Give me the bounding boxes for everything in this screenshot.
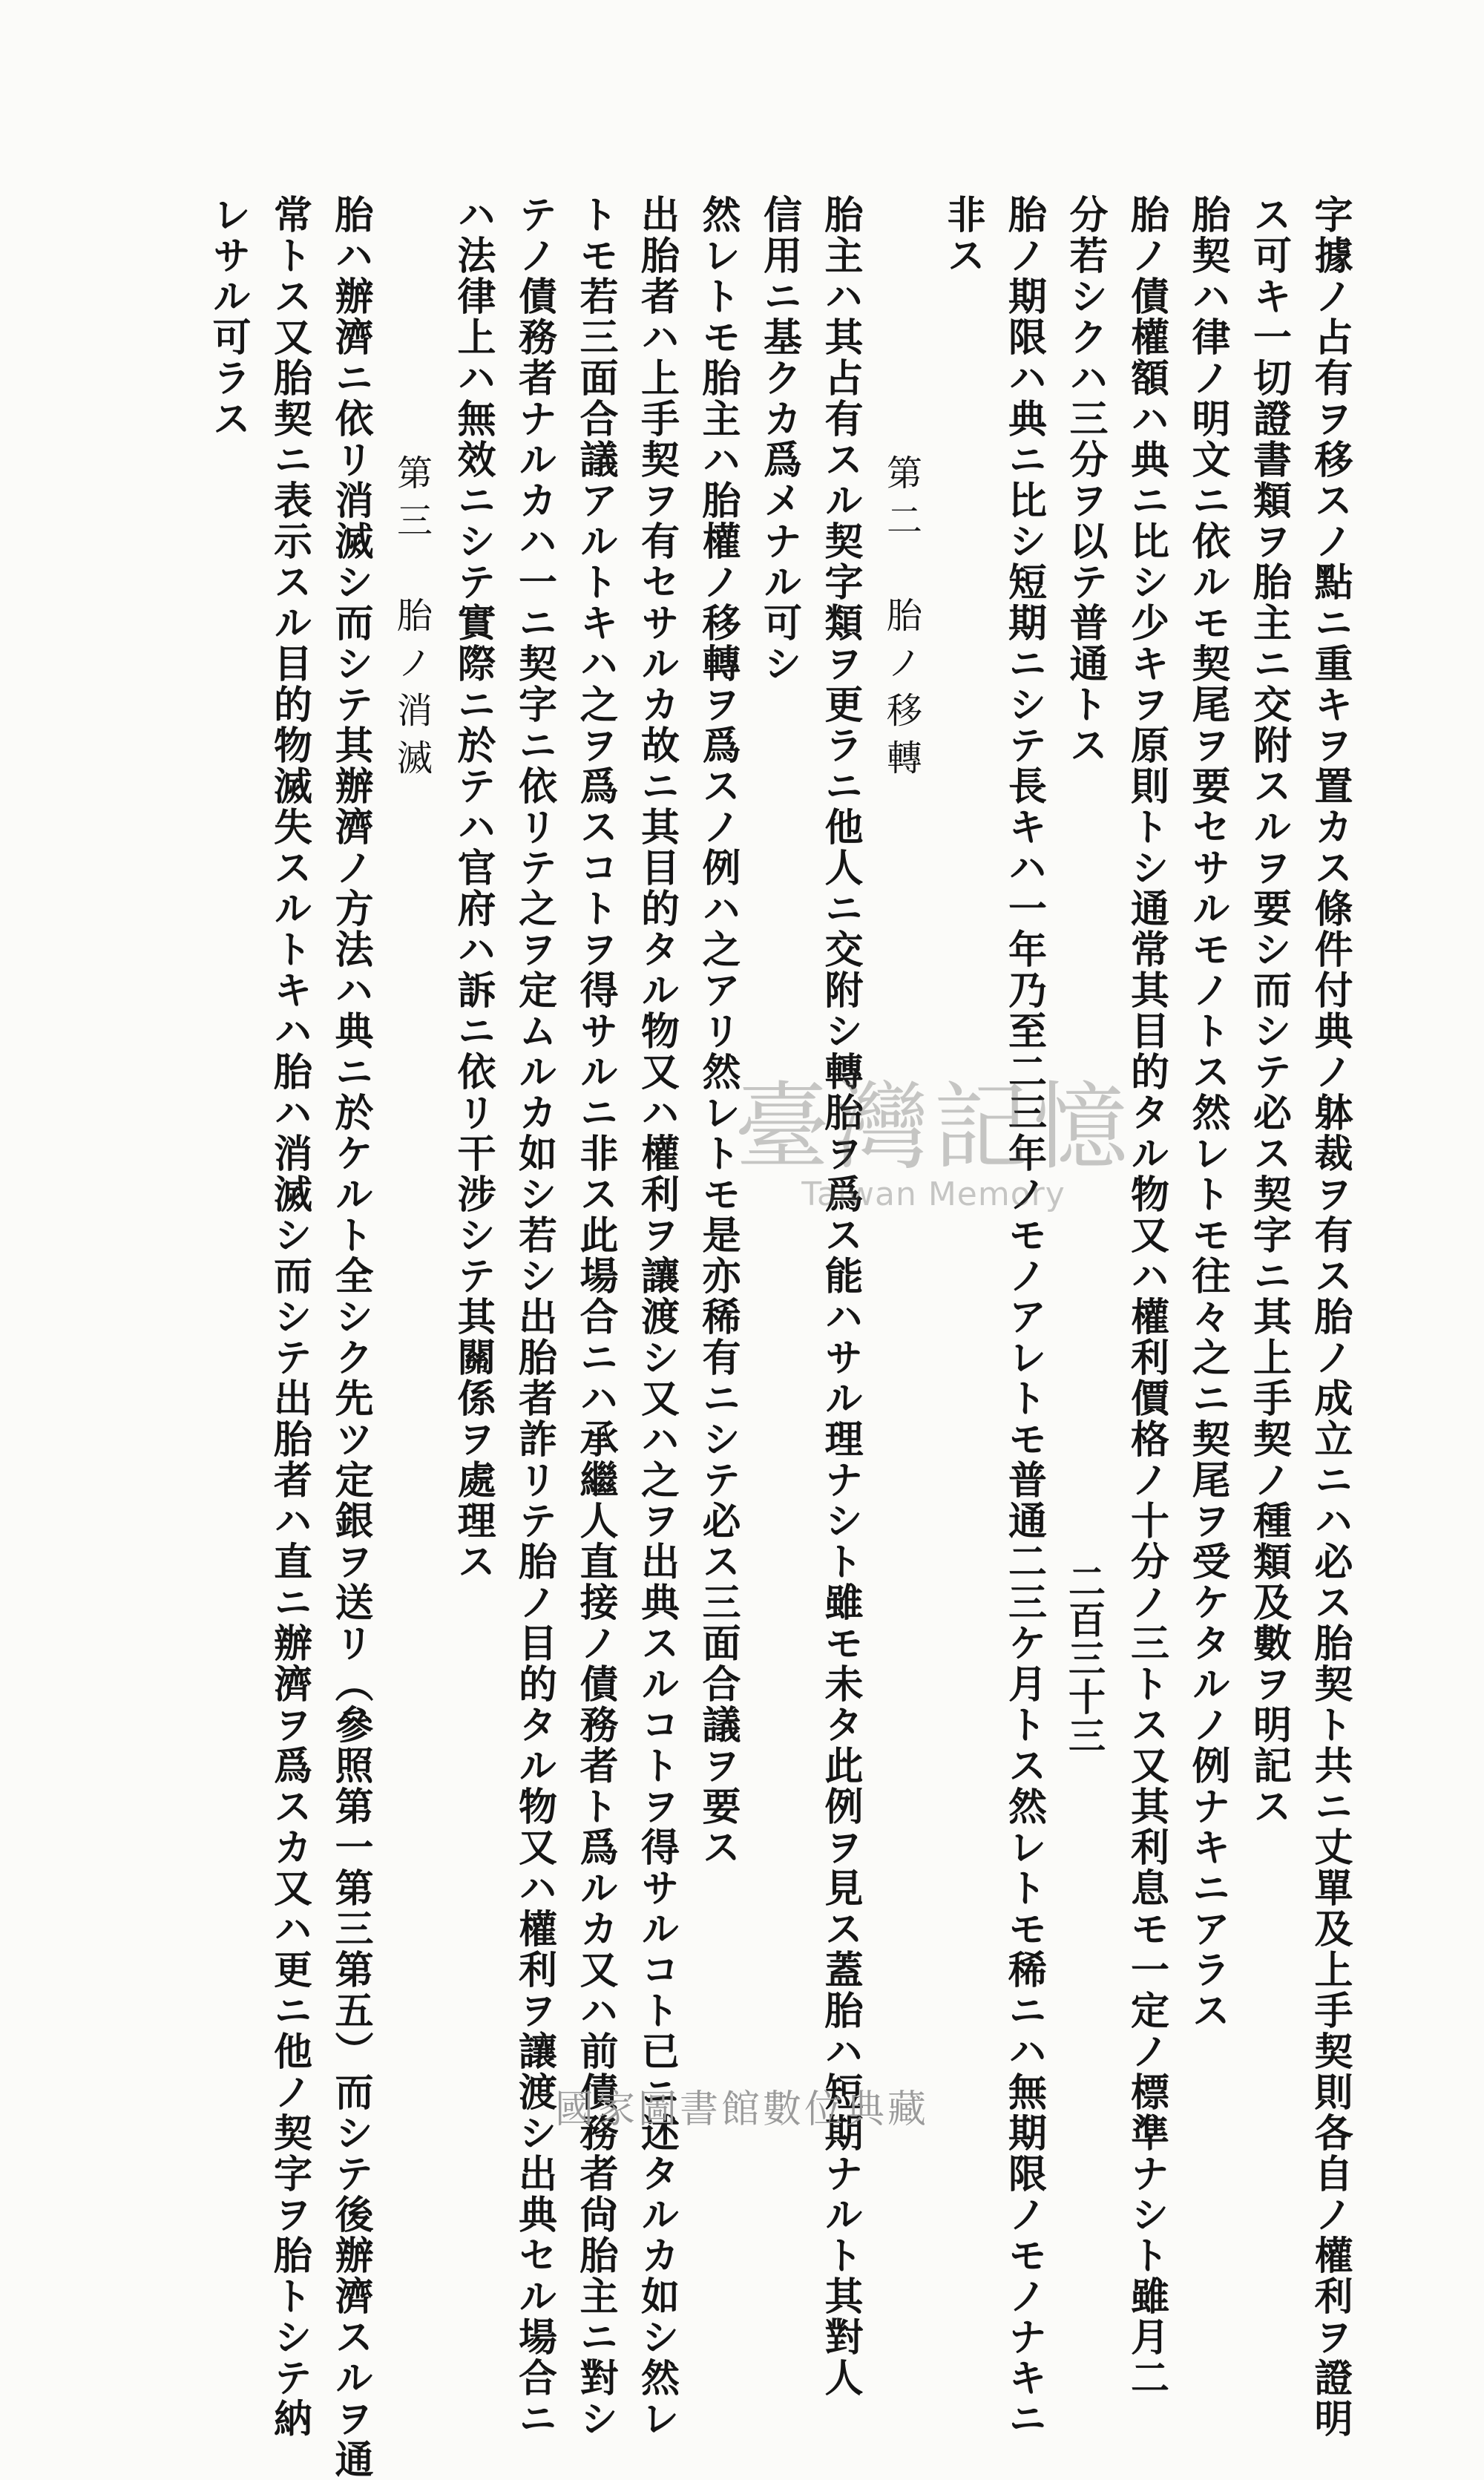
watermark-subtitle: Taiwan Memory <box>801 1175 1066 1213</box>
text-column: トモ若三面合議アルトキハ之ヲ爲スコトヲ得サルニ非ス此場合ニハ承繼人直接ノ債務者ト爲ルカ又ハ前債務者尙胎主ニ對シ <box>573 194 618 2439</box>
text-column: 胎主ハ其占有スル契字類ヲ更ラニ他人ニ交附シ轉胎ヲ爲ス能ハサル理ナシト雖モ未タ此例ヲ見ス蓋胎ハ短期ナルト其對人 <box>818 194 863 2398</box>
text-column: ス可キ一切證書類ヲ胎主ニ交附スルヲ要シ而シテ必ス契字ニ其上手契ノ種類及數ヲ明記ス <box>1246 194 1292 1827</box>
section-heading: 第三 胎ノ消滅 <box>390 454 433 787</box>
text-column: 信用ニ基クカ爲メナル可シ <box>756 194 802 684</box>
watermark <box>735 1072 1133 1213</box>
text-column: 胎ハ辦濟ニ依リ消滅シ而シテ其辦濟ノ方法ハ典ニ於ケルト全シク先ツ定銀ヲ送リ（參照第一第三第五）而シテ後辦濟スルヲ通 <box>328 194 373 2480</box>
text-column: 胎ノ債權額ハ典ニ比シ少キヲ原則トシ通常其目的タル物又ハ權利價格ノ十分ノ三トス又其利息モ一定ノ標準ナシト雖月二 <box>1123 194 1169 2398</box>
text-column: ハ法律上ハ無效ニシテ實際ニ於テハ官府ハ訴ニ依リ干涉シテ其關係ヲ處理ス <box>450 194 496 1582</box>
text-column: 分若シクハ三分ヲ以テ普通トス <box>1063 194 1108 766</box>
text-column: 胎契ハ律ノ明文ニ依ルモ契尾ヲ要セサルモノトス然レトモ往々之ニ契尾ヲ受ケタルノ例ナキニアラス <box>1185 194 1230 2031</box>
text-column: 常トス又胎契ニ表示スル目的物滅失スルトキハ胎ハ消滅シ而シテ出胎者ハ直ニ辦濟ヲ爲スカ又ハ更ニ他ノ契字ヲ胎トシテ納 <box>266 194 312 2439</box>
text-column: 然レトモ胎主ハ胎權ノ移轉ヲ爲スノ例ハ之アリ然レトモ是亦稀有ニシテ必ス三面合議ヲ要ス <box>695 194 741 1868</box>
footer-credit: 國家圖書館數位典藏 <box>554 2087 929 2132</box>
text-column: レサル可ラス <box>206 194 251 439</box>
text-column: 非ス <box>940 194 985 276</box>
text-column: 出胎者ハ上手契ヲ有セサルカ故ニ其目的タル物又ハ權利ヲ讓渡シ又ハ之ヲ出典スルコトヲ得サルコト已ニ述タルカ如シ然レ <box>634 194 680 2439</box>
watermark-logo-text: 臺灣記憶 <box>735 1072 1133 1183</box>
text-column: 胎ノ期限ハ典ニ比シ短期ニシテ長キハ一年乃至二三年ノモノアレトモ普通二三ケ月トス然レトモ稀ニハ無期限ノモノナキニ <box>1001 194 1047 2439</box>
text-column: 字據ノ占有ヲ移スノ點ニ重キヲ置カス條件付典ノ躰裁ヲ有ス胎ノ成立ニハ必ス胎契ト共ニ丈單及上手契則各自ノ權利ヲ證明 <box>1307 194 1353 2439</box>
text-column: テノ債務者ナルカハ一ニ契字ニ依リテ之ヲ定ムルカ如シ若シ出胎者詐リテ胎ノ目的タル物又ハ權利ヲ讓渡シ出典セル場合ニ <box>511 194 557 2439</box>
page-number: 二百三十三 <box>1063 1562 1106 1755</box>
section-heading: 第二 胎ノ移轉 <box>880 454 922 787</box>
